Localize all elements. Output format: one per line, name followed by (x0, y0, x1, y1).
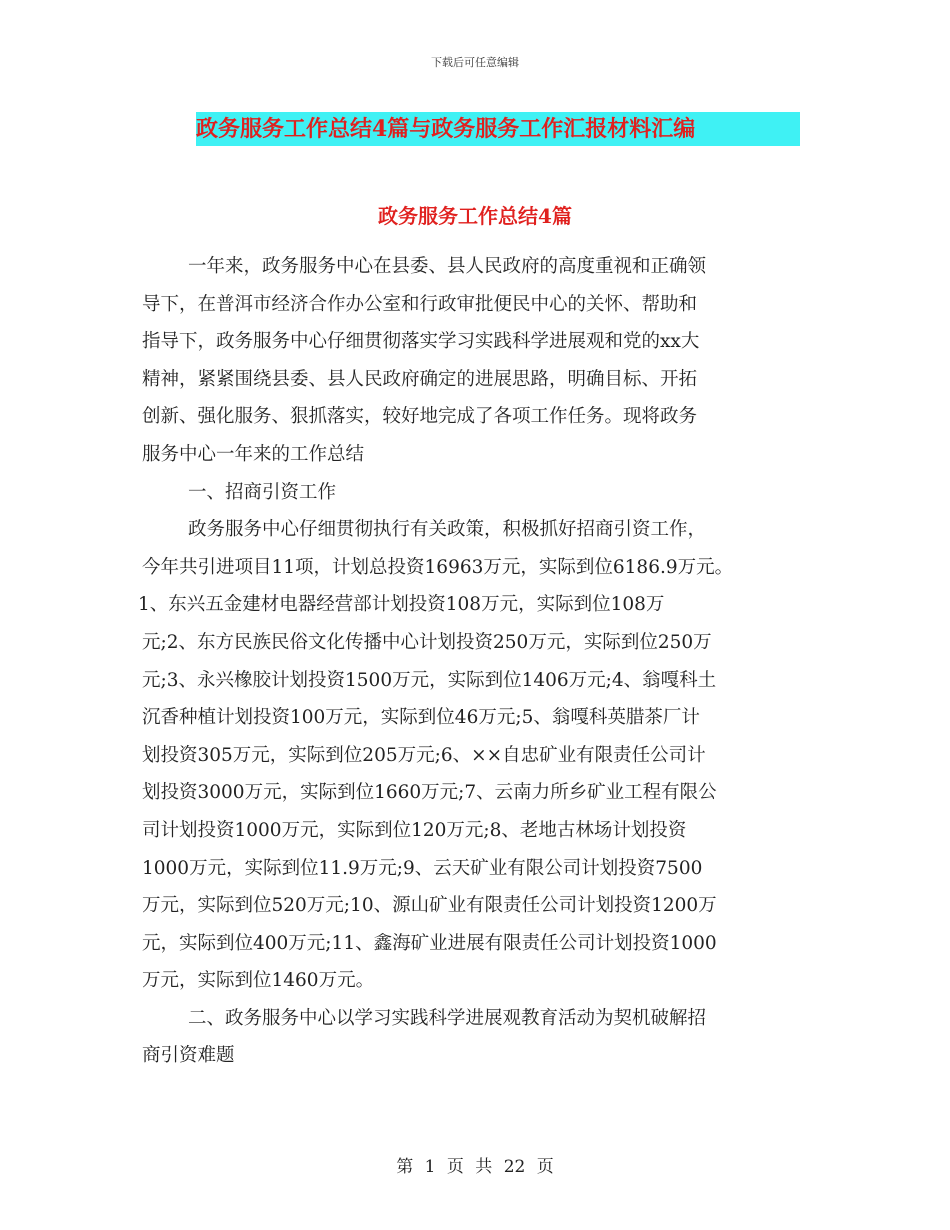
paragraph-line: 划投资305万元，实际到位205万元;6、××自忠矿业有限责任公司计 (142, 744, 706, 766)
paragraph-line: 服务中心一年来的工作总结 (142, 443, 365, 465)
paragraph-line: 万元，实际到位520万元;10、源山矿业有限责任公司计划投资1200万 (142, 895, 717, 917)
paragraph-line: 元;3、永兴橡胶计划投资1500万元，实际到位1406万元;4、翁嘎科土 (142, 669, 717, 691)
paragraph-line: 万元，实际到位1460万元。 (142, 970, 375, 992)
paragraph-line: 元，实际到位400万元;11、鑫海矿业进展有限责任公司计划投资1000 (142, 932, 717, 954)
document-title: 政务服务工作总结4篇与政务服务工作汇报材料汇编 (196, 112, 800, 146)
paragraph-line: 创新、强化服务、狠抓落实，较好地完成了各项工作任务。现将政务 (142, 406, 698, 428)
body-text (138, 248, 822, 1075)
paragraph-line: 划投资3000万元，实际到位1660万元;7、云南力所乡矿业工程有限公 (142, 782, 717, 804)
paragraph-line: 1、东兴五金建材电器经营部计划投资108万元，实际到位108万 (138, 594, 665, 616)
subheading: 一、招商引资工作 (188, 481, 337, 503)
header-note: 下载后可任意编辑 (431, 56, 519, 69)
paragraph-line: 政务服务中心仔细贯彻执行有关政策，积极抓好招商引资工作， (188, 519, 707, 541)
paragraph-line: 一年来，政务服务中心在县委、县人民政府的高度重视和正确领 (188, 256, 707, 277)
subheading: 二、政务服务中心以学习实践科学进展观教育活动为契机破解招 (188, 1007, 707, 1029)
paragraph-line: 元;2、东方民族民俗文化传播中心计划投资250万元，实际到位250万 (142, 631, 712, 653)
paragraph-line: 1000万元，实际到位11.9万元;9、云天矿业有限公司计划投资7500 (142, 857, 703, 879)
paragraph-line: 今年共引进项目11项，计划总投资16963万元，实际到位6186.9万元。 (142, 556, 734, 578)
paragraph-line: 指导下，政务服务中心仔细贯彻落实学习实践科学进展观和党的xx大 (142, 331, 700, 353)
paragraph-line: 导下，在普洱市经济合作办公室和行政审批便民中心的关怀、帮助和 (142, 293, 698, 315)
paragraph-line: 商引资难题 (142, 1045, 235, 1067)
section-title: 政务服务工作总结4篇 (378, 204, 572, 228)
paragraph-line: 精神，紧紧围绕县委、县人民政府确定的进展思路，明确目标、开拓 (142, 368, 698, 390)
paragraph-line: 沉香种植计划投资100万元，实际到位46万元;5、翁嘎科英腊茶厂计 (142, 707, 700, 729)
paragraph-line: 司计划投资1000万元，实际到位120万元;8、老地古林场计划投资 (142, 819, 687, 841)
page-footer: 第 1 页 共 22 页 (396, 1157, 554, 1177)
